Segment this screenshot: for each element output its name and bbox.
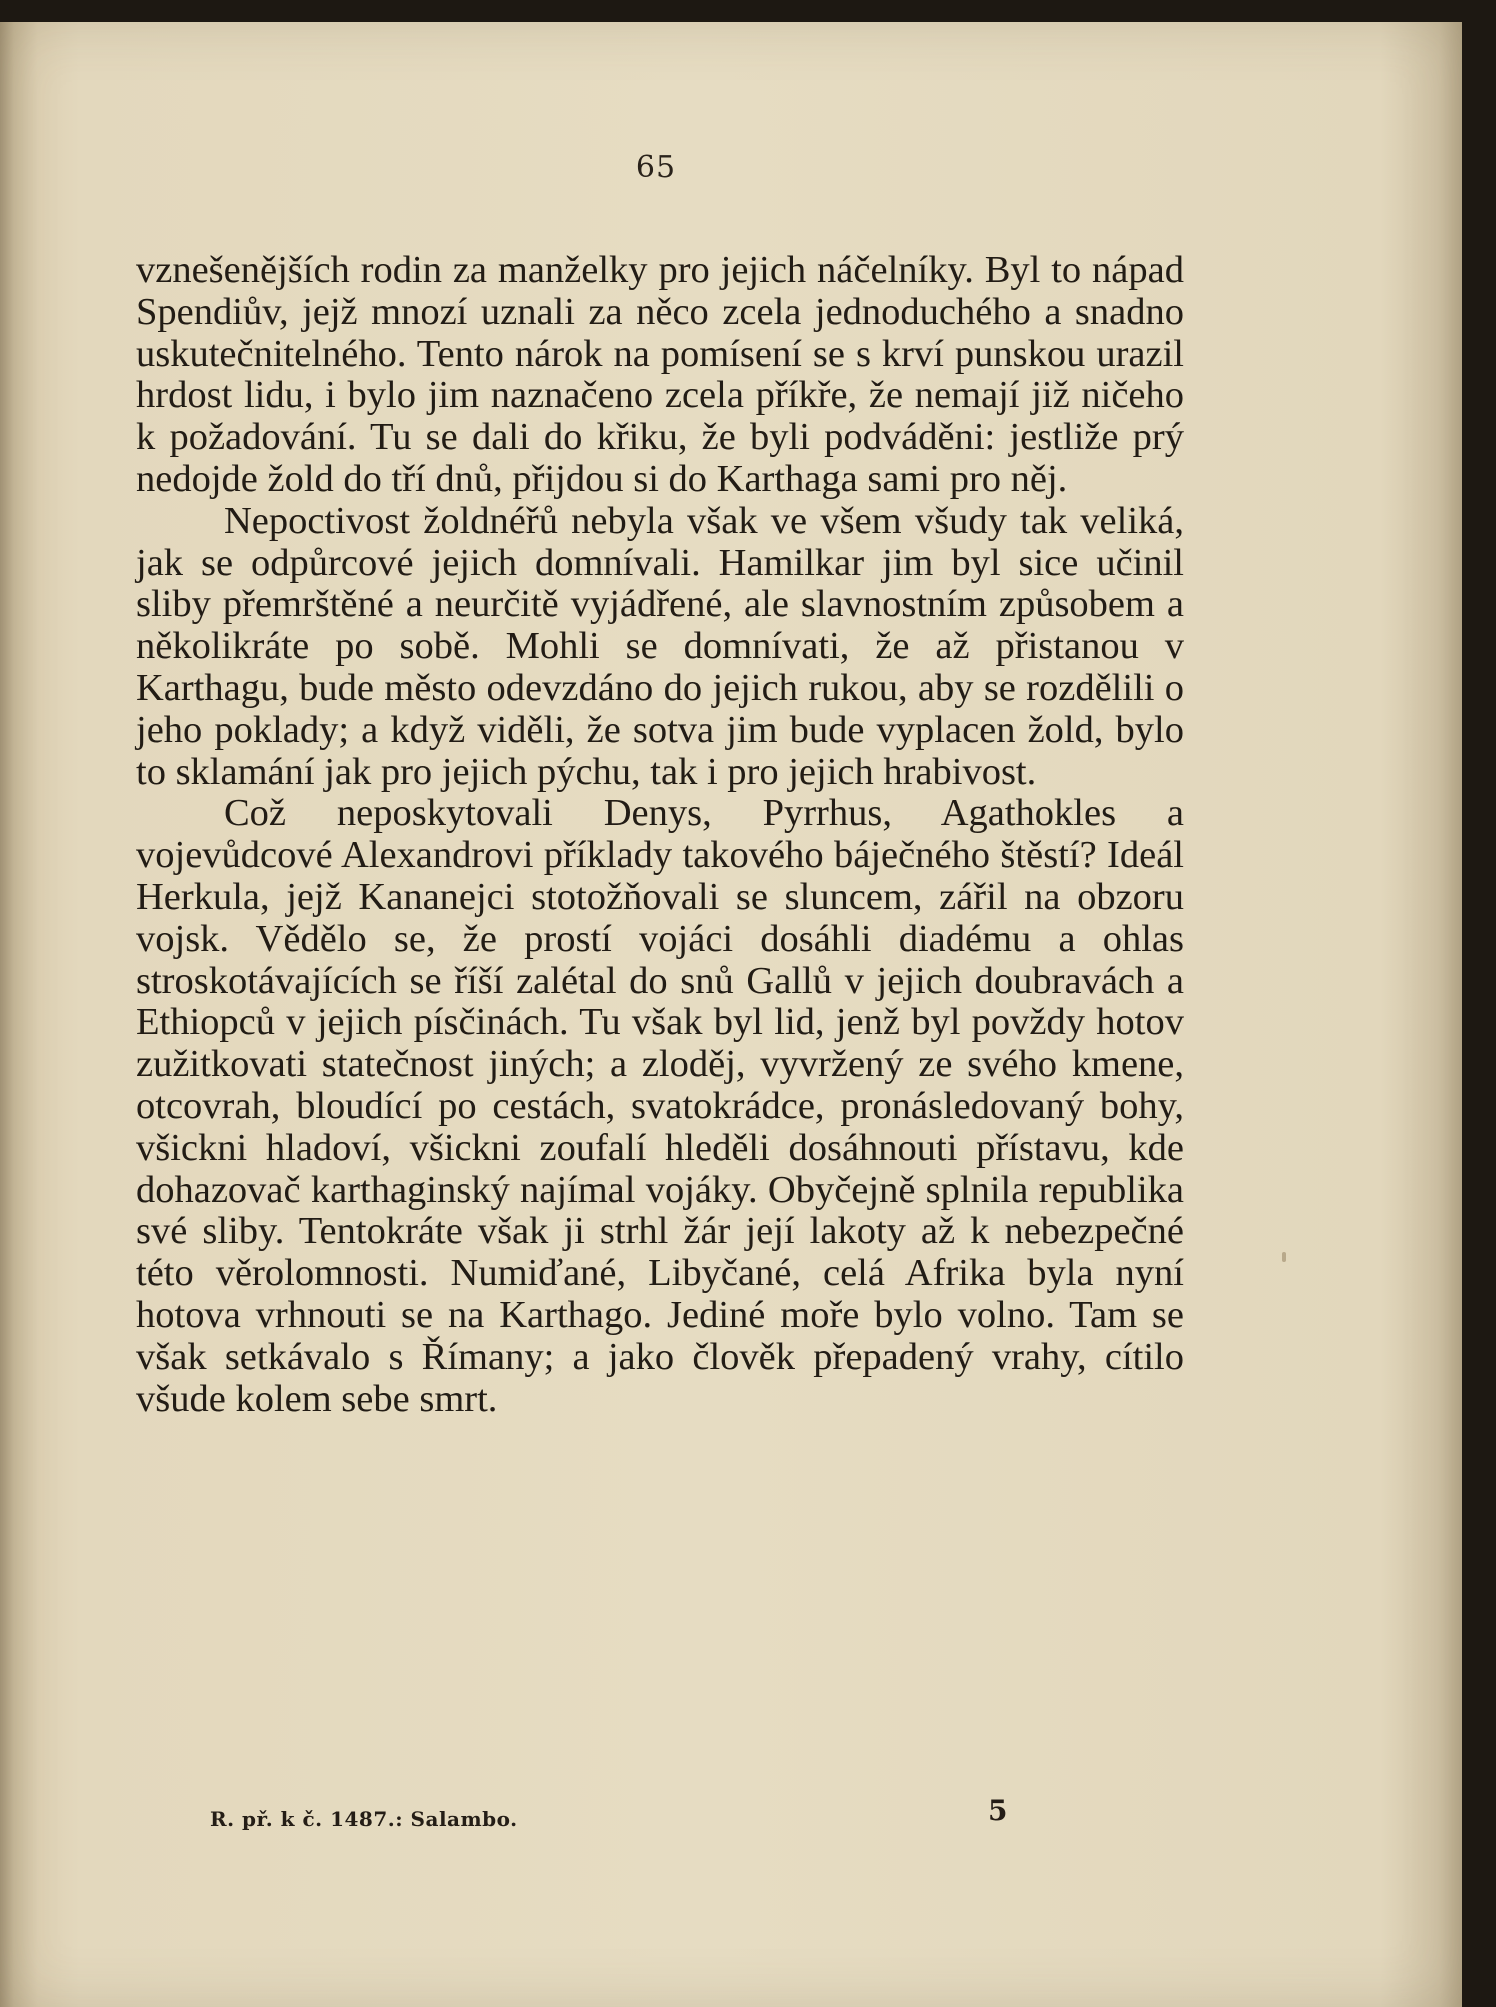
sheet-mark: 5 [988,1794,1008,1827]
body-text [136,250,1184,1420]
paragraph-3: Což neposkytovali Denys, Pyrrhus, Agathokles a vojevůdcové Alexandrovi příklady takového báječného štěstí? Ideál Herkula, jejž Kananejci stotožňovali se sluncem, zářil na obzoru vojsk. Vědělo se, že prostí vojáci dosáhli diadému a ohlas stroskotávajících se říší zalétal do snů Gallů v jejich doubravách a Ethiopců v jejich písčinách. Tu však byl lid, jenž byl povždy hotov zužitkovati statečnost jiných; a zloděj, vyvržený ze svého kmene, otcovrah, bloudící po cestách, svatokrádce, pronásledovaný bohy, všickni hladoví, všickni zoufalí hleděli dosáhnouti přístavu, kde dohazovač karthaginský najímal vojáky. Obyčejně splnila republika své sliby. Tentokráte však ji strhl žár její lakoty až k nebezpečné této věrolomnosti. Numiďané, Libyčané, celá Afrika byla nyní hotova vrhnouti se na Karthago. Jediné moře bylo volno. Tam se však setkávalo s Římany; a jako člověk přepadený vrahy, cítilo všude kolem sebe smrt. [136,792,1184,1420]
paragraph-1: vznešenějších rodin za manželky pro jejich náčelníky. Byl to nápad Spendiův, jejž mnozí uznali za něco zcela jednoduchého a snadno uskutečnitelného. Tento nárok na pomísení se s krví punskou urazil hrdost lidu, i bylo jim naznačeno zcela příkře, že nemají již ničeho k požadování. Tu se dali do křiku, že byli podváděni: jestliže prý nedojde žold do tří dnů, přijdou si do Karthaga sami pro něj. [136,249,1184,500]
page-number: 65 [635,150,677,185]
paragraph-2: Nepoctivost žoldnéřů nebyla však ve všem všudy tak veliká, jak se odpůrcové jejich domnívali. Hamilkar jim byl sice učinil sliby přemrštěné a neurčitě vyjádřené, ale slavnostním způsobem a několikráte po sobě. Mohli se domnívati, že až přistanou v Karthagu, bude město odevzdáno do jejich rukou, aby se rozdělili o jeho poklady; a když viděli, že sotva jim bude vyplacen žold, bylo to sklamání jak pro jejich pýchu, tak i pro jejich hrabivost. [136,499,1184,793]
footer-signature: R. př. k č. 1487.: Salambo. [210,1807,518,1831]
book-page [0,22,1462,2007]
paper-fleck [1282,1252,1286,1262]
